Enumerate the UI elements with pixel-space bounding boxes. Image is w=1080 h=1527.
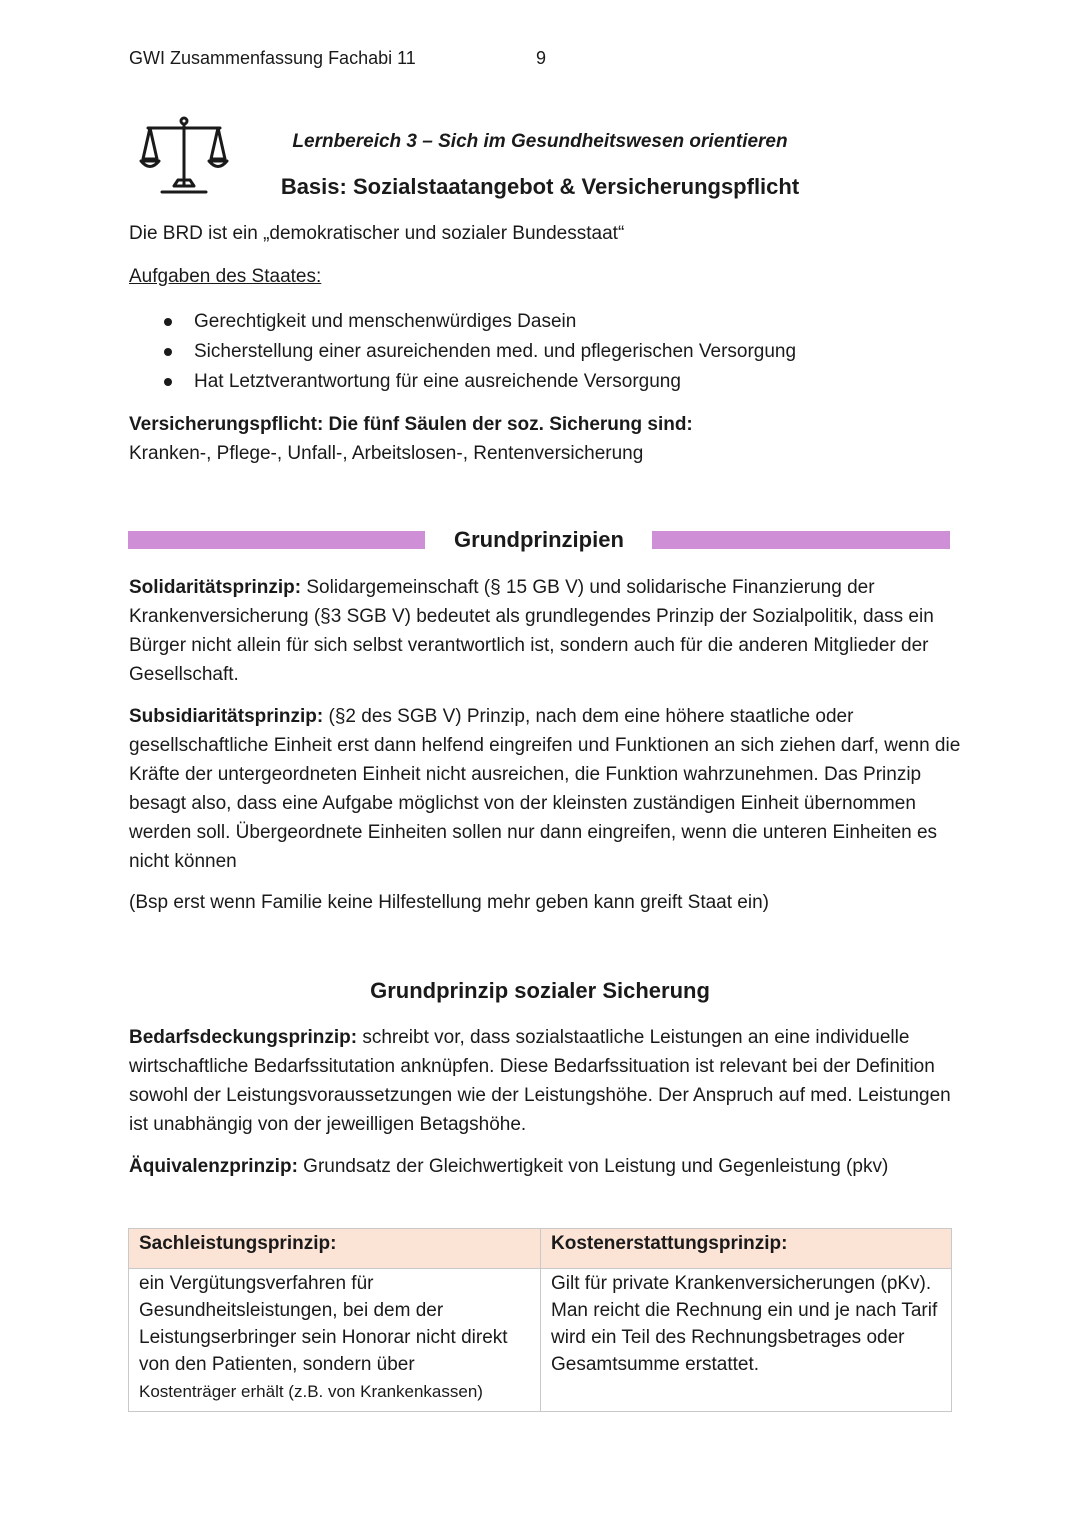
section-title-principles: Grundprinzipien xyxy=(454,527,624,552)
equivalence-principle xyxy=(129,1152,959,1181)
insurance-heading: Versicherungspflicht: Die fünf Säulen der soz. Sicherung sind: xyxy=(129,414,693,435)
table-cell xyxy=(129,1269,541,1412)
section-divider-bar-right xyxy=(652,531,950,549)
table-row xyxy=(129,1269,952,1412)
section-title-social-security: Grundprinzip sozialer Sicherung xyxy=(370,978,710,1003)
insurance-pillars-text: Kranken-, Pflege-, Unfall-, Arbeitslosen-, Rentenversicherung xyxy=(129,443,644,464)
subsidiarity-principle xyxy=(129,702,964,876)
definition-text: (§2 des SGB V) Prinzip, nach dem eine höhere staatliche oder gesellschaftliche Einheit erst dann helfend eingreifen und Funktionen an sich ziehen darf, wenn die Kräfte der untergeordneten Einheit nicht ausreichen, die Funktion wahrzunehmen. Das Prinzip besagt also, dass eine Aufgabe möglichst von der kleinsten zuständigen Einheit übernommen werden soll. Übergeordnete Einheiten sollen nur dann eingreifen, wenn die unteren Einheiten es nicht können xyxy=(129,706,961,872)
tasks-list xyxy=(129,307,959,397)
needs-principle xyxy=(129,1023,959,1139)
cell-text: ein Vergütungsverfahren für Gesundheitsleistungen, bei dem der Leistungserbringer sein Honorar nicht direkt von den Patienten, sondern über xyxy=(139,1273,508,1375)
definition-text: Solidargemeinschaft (§ 15 GB V) und solidarische Finanzierung der Krankenversicherung (§3 SGB V) bedeutet als grundlegendes Prinzip der Sozialpolitik, dass ein Bürger nicht allein für sich selbst verantwortlich ist, sondern auch für die anderen Mitglieder der Gesellschaft. xyxy=(129,577,934,685)
intro-text: Die BRD ist ein „demokratischer und sozialer Bundesstaat“ xyxy=(129,223,625,244)
page-number: 9 xyxy=(536,48,547,68)
principle-comparison-table xyxy=(128,1228,952,1412)
list-item: Gerechtigkeit und menschenwürdiges Dasein xyxy=(129,307,959,337)
list-item: Sicherstellung einer asureichenden med. und pflegerischen Versorgung xyxy=(129,337,959,367)
page-title: Basis: Sozialstaatangebot & Versicherungspflicht xyxy=(280,174,800,199)
term-label: Äquivalenzprinzip: xyxy=(129,1156,298,1177)
table-cell: Gilt für private Krankenversicherungen (pKv). Man reicht die Rechnung ein und je nach Tarif wird ein Teil des Rechnungsbetrages oder Gesamtsumme erstattet. xyxy=(541,1269,952,1412)
term-label: Subsidiaritätsprinzip: xyxy=(129,706,324,727)
definition-text: Grundsatz der Gleichwertigkeit von Leistung und Gegenleistung (pkv) xyxy=(297,1156,889,1177)
term-label: Bedarfsdeckungsprinzip: xyxy=(129,1027,358,1048)
list-item: Hat Letztverantwortung für eine ausreichende Versorgung xyxy=(129,367,959,397)
solidarity-principle xyxy=(129,573,959,689)
term-label: Solidaritätsprinzip: xyxy=(129,577,302,598)
table-header-cell: Sachleistungsprinzip: xyxy=(129,1229,541,1269)
subsidiarity-example: (Bsp erst wenn Familie keine Hilfestellung mehr geben kann greift Staat ein) xyxy=(129,892,769,913)
tasks-heading: Aufgaben des Staates: xyxy=(129,266,322,287)
cell-text-small: Kostenträger erhält (z.B. von Krankenkassen) xyxy=(139,1382,483,1401)
definition-text: schreibt vor, dass sozialstaatliche Leistungen an eine individuelle wirtschaftliche Bedarfssitutation anknüpfen. Diese Bedarfssituation ist relevant bei der Definition sowohl der Leistungsvoraussetzungen wie der Leistungshöhe. Der Anspruch auf med. Leistungen ist unabhängig von der jeweilligen Betagshöhe. xyxy=(129,1027,951,1135)
table-row xyxy=(129,1229,952,1269)
table-header-cell: Kostenerstattungsprinzip: xyxy=(541,1229,952,1269)
document-header-title: GWI Zusammenfassung Fachabi 11 xyxy=(129,48,416,68)
section-divider-bar-left xyxy=(128,531,425,549)
learning-area-subtitle: Lernbereich 3 – Sich im Gesundheitswesen orientieren xyxy=(292,131,788,152)
